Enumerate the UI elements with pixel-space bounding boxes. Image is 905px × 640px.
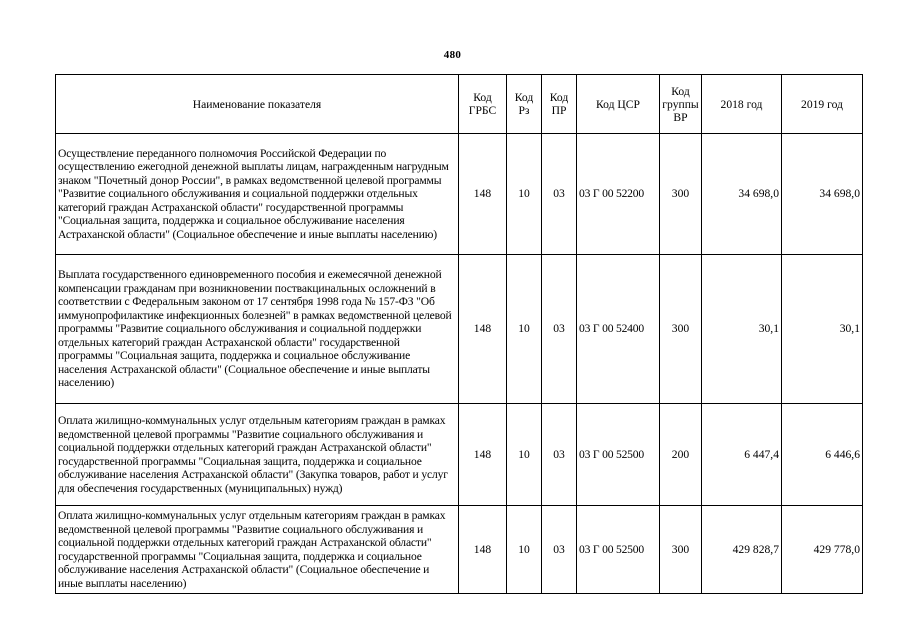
row-2019: 34 698,0 xyxy=(782,134,863,255)
row-2018: 429 828,7 xyxy=(702,506,782,594)
row-2018: 34 698,0 xyxy=(702,134,782,255)
row-vr: 300 xyxy=(660,255,702,404)
table-row xyxy=(56,404,863,506)
header-grbs: Код ГРБС xyxy=(459,75,507,134)
row-2019: 429 778,0 xyxy=(782,506,863,594)
row-name: Выплата государственного единовременного пособия и ежемесячной денежной компенсации гражданам при возникновении поствакцинальных осложнений в соответствии с Федеральным законом от 17 сентября 1998 года № 157-ФЗ "Об иммунопрофилактике инфекционных болезней" в рамках ведомственной целевой программы "Развитие социального обслуживания и социальной поддержки отдельных категорий граждан Астраханской области" государственной программы "Социальная защита, поддержка и социальное обслуживание населения Астраханской области" (Социальное обеспечение и иные выплаты населению) xyxy=(56,255,459,404)
row-name: Осуществление переданного полномочия Российской Федерации по осуществлению ежегодной денежной выплаты лицам, награжденным нагрудным знаком "Почетный донор России", в рамках ведомственной целевой программы "Развитие социального обслуживания и социальной поддержки отдельных категорий граждан Астраханской области" государственной программы "Социальная защита, поддержка и социальное обслуживание населения Астраханской области" (Социальное обеспечение и иные выплаты населению) xyxy=(56,134,459,255)
table-row xyxy=(56,134,863,255)
row-csr: 03 Г 00 52500 xyxy=(577,404,660,506)
header-csr: Код ЦСР xyxy=(577,75,660,134)
header-pr: Код ПР xyxy=(542,75,577,134)
row-pr: 03 xyxy=(542,404,577,506)
header-rz: Код Рз xyxy=(507,75,542,134)
row-rz: 10 xyxy=(507,134,542,255)
row-csr: 03 Г 00 52500 xyxy=(577,506,660,594)
row-pr: 03 xyxy=(542,506,577,594)
row-vr: 200 xyxy=(660,404,702,506)
row-2019: 6 446,6 xyxy=(782,404,863,506)
row-grbs: 148 xyxy=(459,134,507,255)
row-csr: 03 Г 00 52200 xyxy=(577,134,660,255)
row-grbs: 148 xyxy=(459,404,507,506)
row-rz: 10 xyxy=(507,255,542,404)
header-vr: Код группы ВР xyxy=(660,75,702,134)
row-name: Оплата жилищно-коммунальных услуг отдельным категориям граждан в рамках ведомственной целевой программы "Развитие социального обслуживания и социальной поддержки отдельных категорий граждан Астраханской области" государственной программы "Социальная защита, поддержка и социальное обслуживание населения Астраханской области" (Социальное обеспечение и иные выплаты населению) xyxy=(56,506,459,594)
row-pr: 03 xyxy=(542,255,577,404)
row-name: Оплата жилищно-коммунальных услуг отдельным категориям граждан в рамках ведомственной целевой программы "Развитие социального обслуживания и социальной поддержки отдельных категорий граждан Астраханской области" государственной программы "Социальная защита, поддержка и социальное обслуживание населения Астраханской области" (Закупка товаров, работ и услуг для обеспечения государственных (муниципальных) нужд) xyxy=(56,404,459,506)
row-2018: 30,1 xyxy=(702,255,782,404)
header-2018: 2018 год xyxy=(702,75,782,134)
table-header-row xyxy=(56,75,863,134)
row-2018: 6 447,4 xyxy=(702,404,782,506)
row-vr: 300 xyxy=(660,506,702,594)
row-grbs: 148 xyxy=(459,506,507,594)
header-name: Наименование показателя xyxy=(56,75,459,134)
row-rz: 10 xyxy=(507,506,542,594)
table-row xyxy=(56,255,863,404)
budget-table xyxy=(55,74,863,594)
page-number: 480 xyxy=(443,49,462,61)
table-row xyxy=(56,506,863,594)
row-rz: 10 xyxy=(507,404,542,506)
row-pr: 03 xyxy=(542,134,577,255)
header-2019: 2019 год xyxy=(782,75,863,134)
row-grbs: 148 xyxy=(459,255,507,404)
row-vr: 300 xyxy=(660,134,702,255)
row-2019: 30,1 xyxy=(782,255,863,404)
row-csr: 03 Г 00 52400 xyxy=(577,255,660,404)
